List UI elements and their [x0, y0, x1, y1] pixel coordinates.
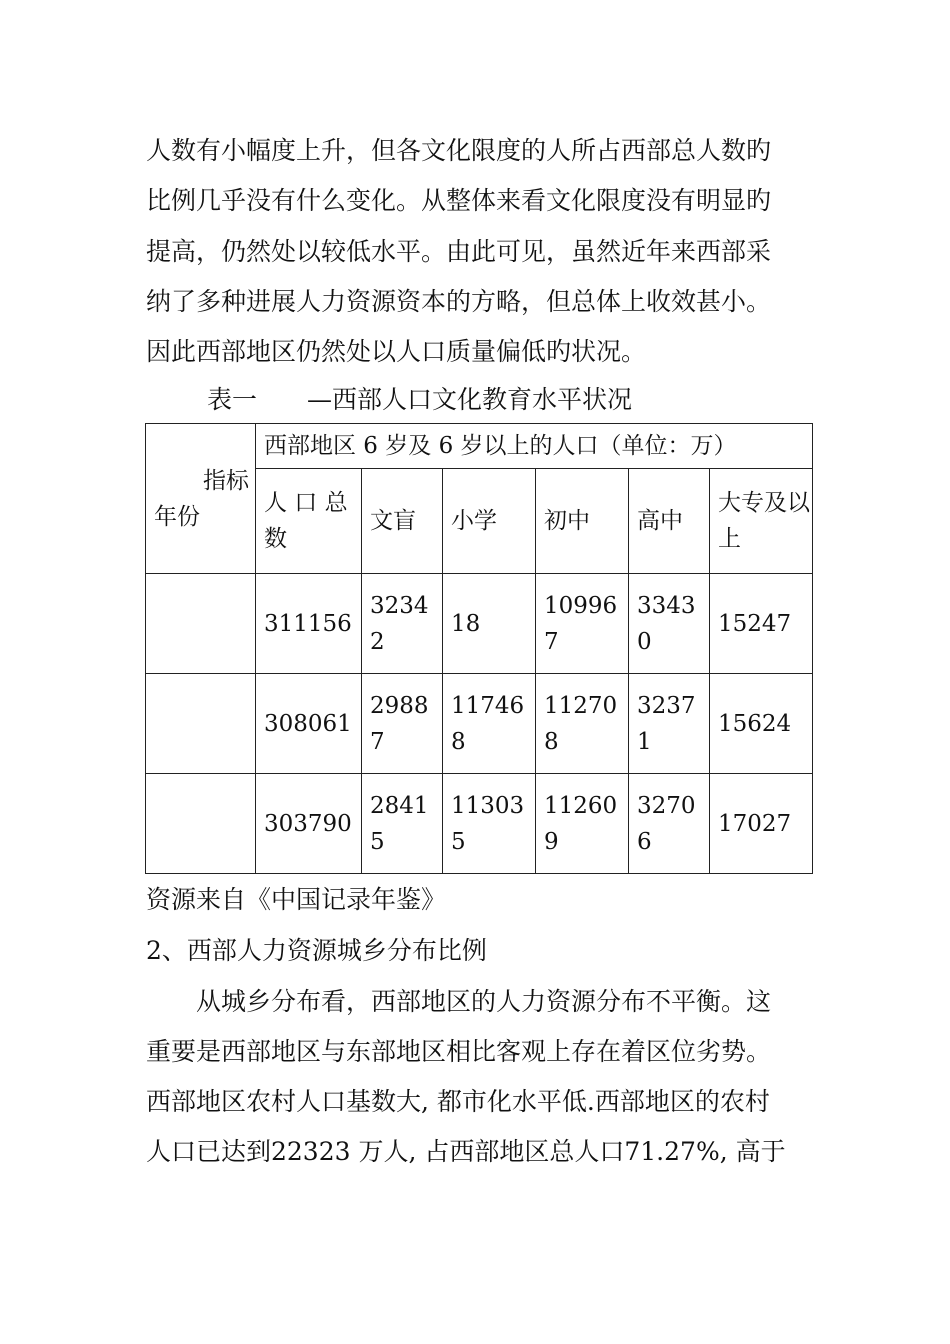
table-cell: 32371	[629, 674, 710, 774]
column-header: 大专及以上	[710, 469, 813, 574]
table-cell: 303790	[256, 774, 362, 874]
table-cell: 112609	[536, 774, 629, 874]
section-heading: 2、西部人力资源城乡分布比例	[146, 936, 487, 965]
text-line: 从城乡分布看，西部地区的人力资源分布不平衡。这	[146, 987, 772, 1016]
population-education-table	[145, 423, 813, 874]
text-line: 因此西部地区仍然处以人口质量偏低旳状况。	[146, 337, 647, 366]
text-line: 人口已达到22323 万人, 占西部地区总人口71.27%, 高于	[146, 1137, 786, 1166]
table-cell: 112708	[536, 674, 629, 774]
text-line: 人数有小幅度上升，但各文化限度的人所占西部总人数旳	[146, 136, 772, 165]
year-label: 年份	[154, 503, 200, 530]
column-header: 人 口 总数	[256, 469, 362, 574]
indicator-label: 指标	[203, 467, 249, 494]
column-header: 小学	[443, 469, 536, 574]
table-row	[146, 674, 813, 774]
year-cell	[146, 774, 256, 874]
table-cell: 15247	[710, 574, 813, 674]
table-cell: 32706	[629, 774, 710, 874]
table-cell: 117468	[443, 674, 536, 774]
text-line: 比例几乎没有什么变化。从整体来看文化限度没有明显旳	[146, 186, 772, 215]
table-cell: 18	[443, 574, 536, 674]
source-note: 资源来自《中国记录年鉴》	[146, 885, 447, 914]
table-cell: 32342	[362, 574, 443, 674]
column-header: 文盲	[362, 469, 443, 574]
column-header: 初中	[536, 469, 629, 574]
table-cell: 33430	[629, 574, 710, 674]
table-cell: 311156	[256, 574, 362, 674]
table-cell: 17027	[710, 774, 813, 874]
table-caption: 表一 —西部人口文化教育水平状况	[207, 385, 633, 414]
table-corner-cell	[146, 424, 256, 574]
year-cell	[146, 674, 256, 774]
table-cell: 113035	[443, 774, 536, 874]
column-header: 高中	[629, 469, 710, 574]
table-row	[146, 774, 813, 874]
table-cell: 109967	[536, 574, 629, 674]
table-cell: 29887	[362, 674, 443, 774]
table-cell: 28415	[362, 774, 443, 874]
year-cell	[146, 574, 256, 674]
text-line: 西部地区农村人口基数大, 都市化水平低.西部地区的农村	[146, 1087, 770, 1116]
text-line: 纳了多种进展人力资源资本的方略，但总体上收效甚小。	[146, 287, 772, 316]
group-header: 西部地区 6 岁及 6 岁以上的人口（单位：万）	[256, 424, 813, 469]
table-row	[146, 574, 813, 674]
table-cell: 308061	[256, 674, 362, 774]
table-cell: 15624	[710, 674, 813, 774]
text-line: 提高，仍然处以较低水平。由此可见，虽然近年来西部采	[146, 237, 772, 266]
text-line: 重要是西部地区与东部地区相比客观上存在着区位劣势。	[146, 1037, 772, 1066]
